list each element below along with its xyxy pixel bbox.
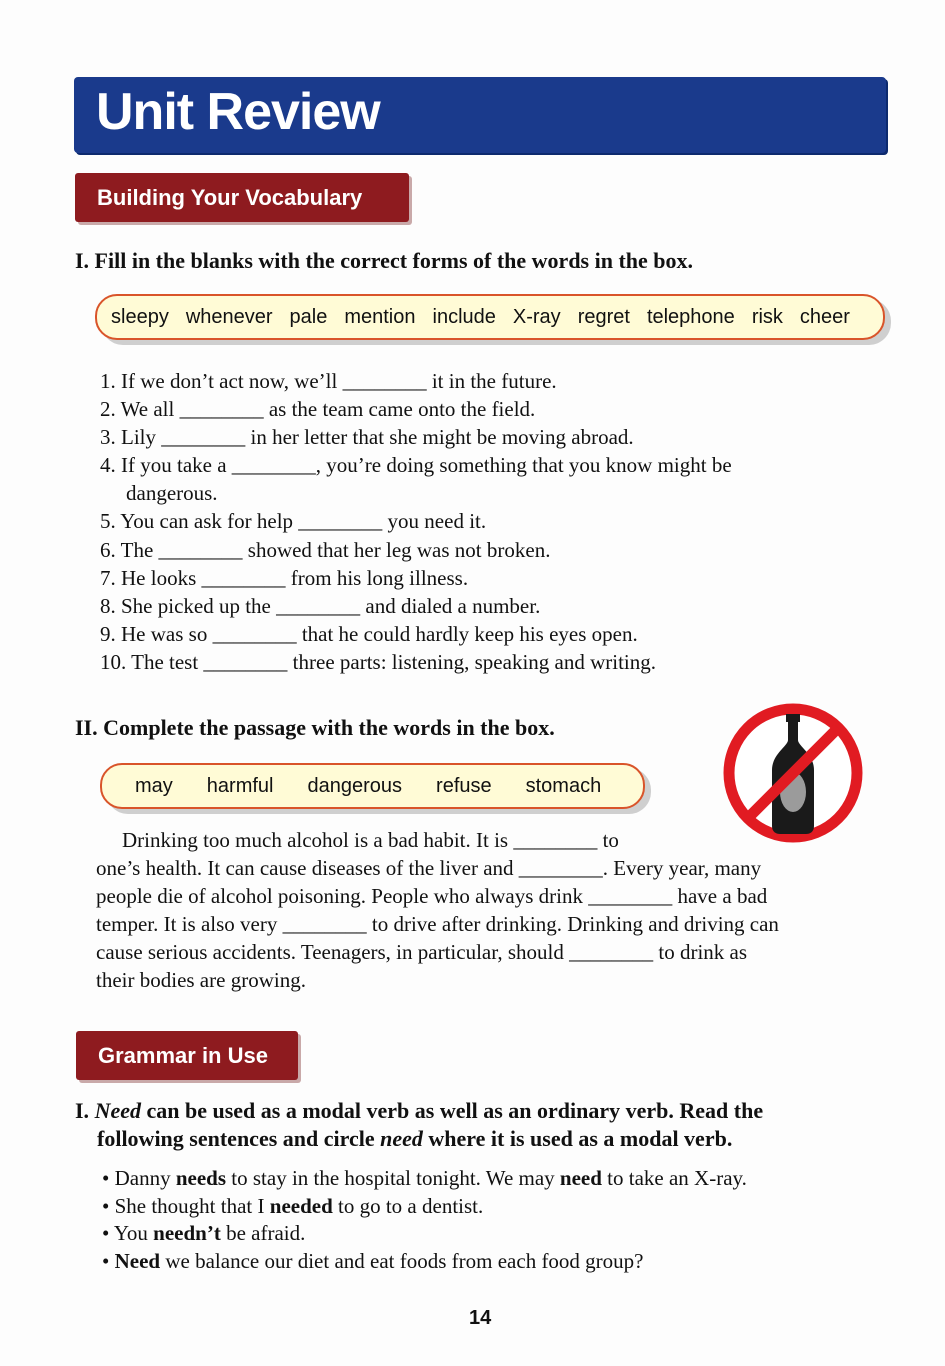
heading-text: can be used as a modal verb as well as an ordinary verb. Read the <box>140 1098 764 1123</box>
word: mention <box>344 305 416 328</box>
text: • <box>102 1249 115 1273</box>
word: harmful <box>206 774 274 797</box>
word: X-ray <box>512 305 561 328</box>
exercise-item: 6. The ________ showed that her leg was not broken. <box>100 538 551 562</box>
page-number: 14 <box>469 1307 492 1329</box>
heading-text: following sentences and circle <box>97 1126 381 1151</box>
heading-text: where it is used as a modal verb. <box>422 1126 733 1151</box>
word: refuse <box>436 774 492 797</box>
vocab-part1-heading: I. Fill in the blanks with the correct forms of the words in the box. <box>75 248 694 273</box>
bold-word: need <box>559 1166 602 1190</box>
exercise-item-continued: dangerous. <box>126 481 218 505</box>
passage-line: cause serious accidents. Teenagers, in particular, should ________ to drink as <box>96 940 748 964</box>
text: to go to a dentist. <box>332 1194 484 1218</box>
bold-word: needn’t <box>153 1221 221 1245</box>
exercise-item: 1. If we don’t act now, we’ll ________ it in the future. <box>100 369 557 393</box>
no-alcohol-icon <box>720 700 866 846</box>
passage-line: their bodies are growing. <box>96 968 306 992</box>
exercise-item: 4. If you take a ________, you’re doing something that you know might be <box>100 453 732 477</box>
unit-title: Unit Review <box>96 83 380 141</box>
exercise-item: 2. We all ________ as the team came onto the field. <box>100 397 536 421</box>
need-word: Need <box>94 1098 141 1123</box>
grammar-bullet <box>102 1192 483 1220</box>
text: to take an X-ray. <box>601 1166 747 1190</box>
word: stomach <box>525 774 602 797</box>
passage-line: one’s health. It can cause diseases of the liver and ________. Every year, many <box>96 856 762 880</box>
word: dangerous <box>307 774 403 797</box>
text: be afraid. <box>220 1221 306 1245</box>
vocab-part2-heading: II. Complete the passage with the words in the box. <box>75 715 555 740</box>
exercise-item: 9. He was so ________ that he could hardly keep his eyes open. <box>100 622 638 646</box>
exercise-item: 3. Lily ________ in her letter that she might be moving abroad. <box>100 425 634 449</box>
exercise-item: 5. You can ask for help ________ you need it. <box>100 509 487 533</box>
bold-word: Need <box>114 1249 161 1273</box>
word: regret <box>577 305 630 328</box>
word-box-1 <box>95 294 885 340</box>
passage-line: people die of alcohol poisoning. People who always drink ________ have a bad <box>96 884 768 908</box>
need-word: need <box>380 1126 423 1151</box>
text: to stay in the hospital tonight. We may <box>226 1166 560 1190</box>
word: sleepy <box>111 305 169 328</box>
bold-word: needs <box>175 1166 227 1190</box>
word: telephone <box>646 305 735 328</box>
word: cheer <box>799 305 850 328</box>
vocabulary-section-tab: Building Your Vocabulary <box>75 173 409 222</box>
grammar-bullet <box>102 1219 305 1247</box>
text: • She thought that I <box>102 1194 270 1218</box>
passage-line: temper. It is also very ________ to drive after drinking. Drinking and driving can <box>96 912 779 936</box>
grammar-section-tab: Grammar in Use <box>76 1031 298 1080</box>
word: may <box>135 774 173 797</box>
text: • You <box>102 1221 154 1245</box>
word: risk <box>751 305 783 328</box>
exercise-item: 8. She picked up the ________ and dialed a number. <box>100 594 541 618</box>
bold-word: needed <box>269 1194 333 1218</box>
word: pale <box>289 305 328 328</box>
heading-prefix: I. <box>75 1098 95 1123</box>
text: we balance our diet and eat foods from each food group? <box>160 1249 644 1273</box>
word-box-2 <box>100 763 645 809</box>
word: whenever <box>185 305 273 328</box>
exercise-item: 10. The test ________ three parts: listening, speaking and writing. <box>100 650 657 674</box>
passage-line: Drinking too much alcohol is a bad habit. It is ________ to <box>122 828 619 852</box>
grammar-heading-line2 <box>97 1126 732 1152</box>
word: include <box>432 305 496 328</box>
text: • Danny <box>102 1166 176 1190</box>
grammar-bullet <box>102 1247 644 1275</box>
grammar-heading-line1 <box>75 1098 763 1124</box>
exercise-item: 7. He looks ________ from his long illness. <box>100 566 469 590</box>
grammar-bullet <box>102 1164 747 1192</box>
